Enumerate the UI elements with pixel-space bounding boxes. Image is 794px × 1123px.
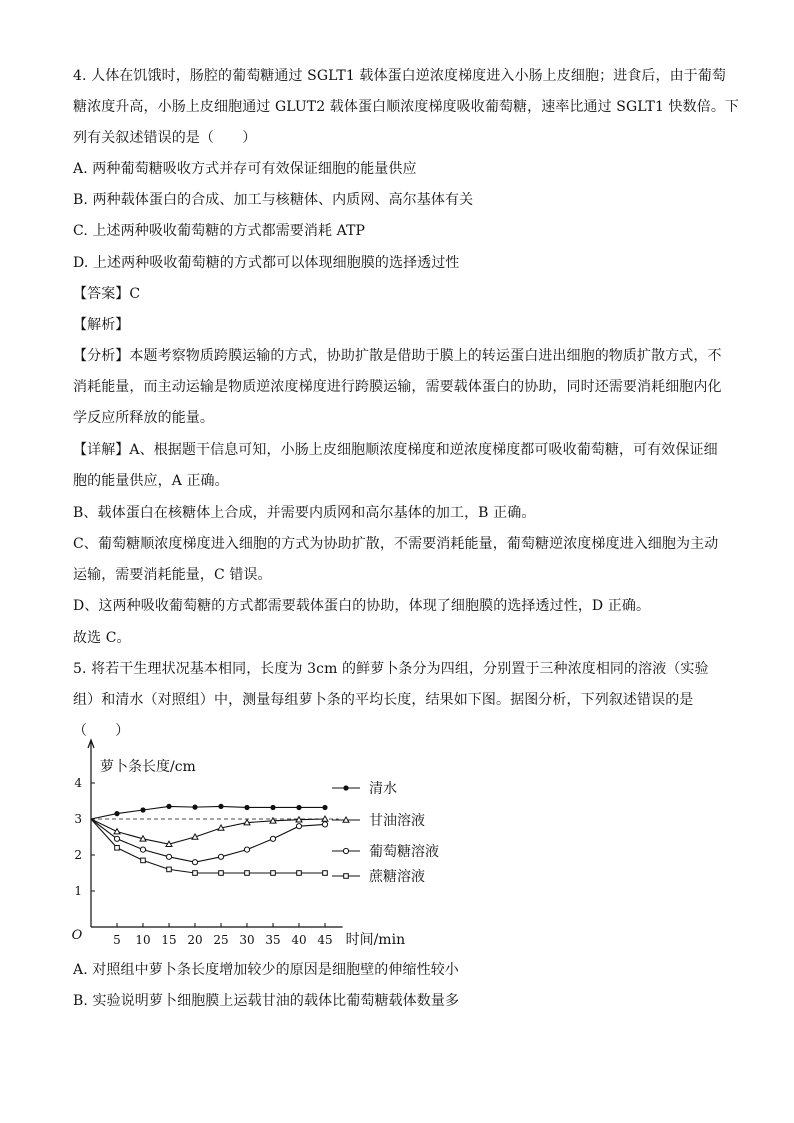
series-3-point [192,860,197,865]
q4-stem-line-2: 糖浓度升高，小肠上皮细胞通过 GLUT2 载体蛋白顺浓度梯度吸收葡萄糖，速率比通过 SGLT1 快数倍。下 [73,99,740,115]
series-3-point [244,847,249,852]
q4-option-b: B. 两种载体蛋白的合成、加工与核糖体、内质网、高尔基体有关 [73,192,474,208]
series-3-point [296,824,301,829]
x-tick-label: 25 [213,933,229,947]
series-4-line [91,819,325,873]
q4-analysis-line-1: 【分析】本题考察物质跨膜运输的方式，协助扩散是借助于膜上的转运蛋白进出细胞的物质扩散方式，不 [73,348,722,364]
q4-analysis-heading: 【解析】 [73,317,130,333]
q4-option-a: A. 两种葡萄糖吸收方式并存可有效保证细胞的能量供应 [73,161,417,177]
q5-stem-line-1: 5. 将若干生理状况基本相同，长度为 3cm 的鲜萝卜条分为四组，分别置于三种浓度相同的溶液（实验 [73,661,709,677]
series-1-point [140,807,145,812]
q5-option-b: B. 实验说明萝卜细胞膜上运载甘油的载体比葡萄糖载体数量多 [73,993,460,1009]
q5-option-a: A. 对照组中萝卜条长度增加较少的原因是细胞壁的伸缩性较小 [73,962,459,978]
q4-analysis-line-3: 学反应所释放的能量。 [73,410,214,426]
x-axis-label: 时间/min [345,932,406,948]
q4-analysis-line-6: B、载体蛋白在核糖体上合成，并需要内质网和高尔基体的加工，B 正确。 [73,505,536,521]
x-tick-label: 45 [317,933,333,947]
series-1-point [270,805,275,810]
series-4-point [141,858,146,863]
x-tick-label: 10 [135,933,151,947]
series-4-legend-marker [344,874,349,879]
origin-label: O [71,928,83,943]
series-3-point [114,836,119,841]
series-3-line [91,819,325,862]
x-tick-label: 40 [291,933,307,947]
series-4-point [219,871,224,876]
q4-analysis-line-10: 故选 C。 [73,630,131,646]
series-1-point [296,805,301,810]
series-3-point [140,847,145,852]
y-tick-label: 2 [74,848,82,862]
q4-option-c: C. 上述两种吸收葡萄糖的方式都需要消耗 ATP [73,223,366,239]
series-1-point [166,804,171,809]
x-tick-label: 35 [265,933,281,947]
length-time-chart [60,722,480,952]
series-4-point [245,871,250,876]
q4-analysis-line-8: 运输，需要消耗能量，C 错误。 [73,567,272,583]
series-1-point [114,811,119,816]
x-tick-label: 20 [187,933,203,947]
series-1-legend-label: 清水 [369,781,397,797]
series-1-point [322,805,327,810]
series-3-point [322,822,327,827]
series-1-point [192,805,197,810]
series-4-point [167,867,172,872]
series-1-legend-marker [343,785,348,790]
q4-analysis-line-7: C、葡萄糖顺浓度梯度进入细胞的方式为协助扩散，不需要消耗能量，葡萄糖逆浓度梯度进入细胞为主动 [73,536,719,552]
series-1-point [218,804,223,809]
q4-analysis-line-9: D、这两种吸收葡萄糖的方式都需要载体蛋白的协助，体现了细胞膜的选择透过性，D 正确。 [73,598,651,614]
q4-stem-line-3: 列有关叙述错误的是（ ） [73,130,257,146]
series-4-point [193,871,198,876]
q4-analysis-line-2: 消耗能量，而主动运输是物质逆浓度梯度进行跨膜运输，需要载体蛋白的协助，同时还需要消耗细胞内化 [73,379,722,395]
series-3-point [166,854,171,859]
series-2-line [91,819,325,844]
q4-stem-line-1: 4. 人体在饥饿时，肠腔的葡萄糖通过 SGLT1 载体蛋白逆浓度梯度进入小肠上皮细胞；进食后，由于葡萄 [73,68,726,84]
x-tick-label: 15 [161,933,177,947]
q4-answer: 【答案】C [73,286,141,302]
series-3-legend-label: 葡萄糖溶液 [369,844,439,860]
series-3-point [218,854,223,859]
y-tick-label: 1 [74,884,82,898]
x-tick-label: 30 [239,933,255,947]
series-4-point [115,846,120,851]
series-4-point [323,871,328,876]
y-axis-label: 萝卜条长度/cm [100,759,196,775]
series-2-point [114,829,120,834]
q4-analysis-line-4: 【详解】A、根据题干信息可知，小肠上皮细胞顺浓度梯度和逆浓度梯度都可吸收葡萄糖，可有效保证细 [73,442,718,458]
series-4-legend-label: 蔗糖溶液 [369,869,425,885]
series-4-point [271,871,276,876]
q5-stem-line-2: 组）和清水（对照组）中，测量每组萝卜条的平均长度，结果如下图。据图分析，下列叙述错误的是 [73,692,694,708]
series-1-line [91,806,325,819]
y-tick-label: 4 [74,776,82,790]
q4-option-d: D. 上述两种吸收葡萄糖的方式都可以体现细胞膜的选择透过性 [73,255,460,271]
series-2-legend-label: 甘油溶液 [369,813,425,829]
series-4-point [297,871,302,876]
series-3-point [270,836,275,841]
q4-analysis-line-5: 胞的能量供应，A 正确。 [73,473,229,489]
series-3-legend-marker [343,848,348,853]
y-tick-label: 3 [74,812,82,826]
x-tick-label: 5 [113,933,121,947]
q5-stem-line-3: （ ） [73,723,130,739]
series-1-point [244,805,249,810]
